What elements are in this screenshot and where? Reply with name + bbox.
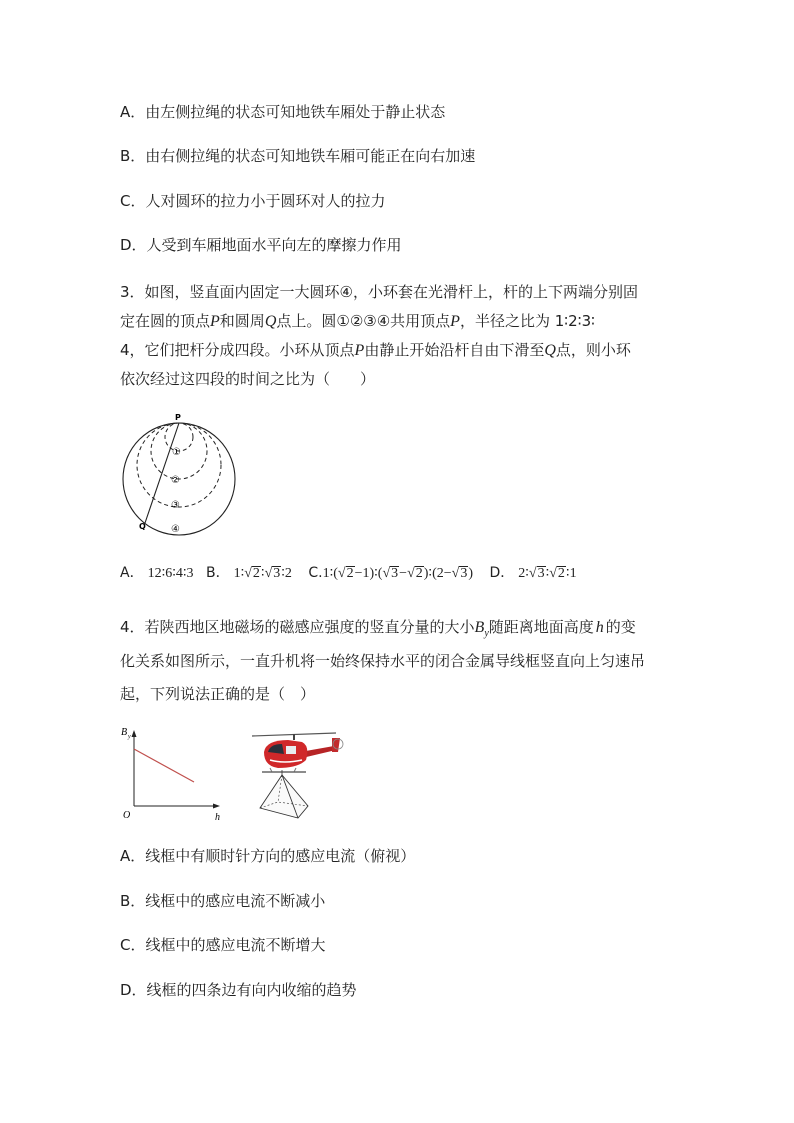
- helicopter-illustration: [248, 726, 348, 822]
- q3-option-c: C.1∶(√2−1)∶(√3−√2)∶(2−√3): [308, 565, 473, 581]
- q4-stem-line-2: 化关系如图所示，一直升机将一始终保持水平的闭合金属导线框竖直向上匀速吊: [120, 652, 646, 670]
- label-circle-3: ③: [171, 500, 180, 511]
- q3-stem-line-1: 3．如图，竖直面内固定一大圆环④，小环套在光滑杆上，杆的上下两端分别固: [120, 283, 638, 301]
- q3-option-d: D． 2∶√3∶√2∶1: [489, 565, 577, 581]
- q2-option-b: B．由右侧拉绳的状态可知地铁车厢可能正在向右加速: [120, 147, 476, 165]
- q3-options: [120, 562, 577, 585]
- label-circle-2: ②: [171, 475, 180, 486]
- q3-option-b: B． 1∶√2∶√3∶2: [205, 565, 292, 581]
- origin-label: O: [123, 810, 131, 821]
- helicopter-body: [264, 740, 307, 768]
- label-circle-4: ④: [171, 524, 180, 535]
- q4-stem-line-1: 4．若陕西地区地磁场的磁感应强度的竖直分量的大小$B_y$随距离地面高度 h 的变: [120, 618, 636, 639]
- by-h-line: [134, 749, 194, 782]
- x-axis-arrow: [213, 804, 220, 809]
- y-axis-subscript: y: [128, 734, 131, 740]
- point-q: Q: [264, 313, 277, 330]
- q3-circles-figure: [120, 410, 240, 538]
- q4-by-vs-h-graph: [118, 722, 228, 822]
- q2-option-d: D．人受到车厢地面水平向左的摩擦力作用: [120, 236, 402, 254]
- q3-stem-line-4: 依次经过这四段的时间之比为（ ）: [120, 370, 376, 388]
- q4-option-d: D．线框的四条边有向内收缩的趋势: [120, 981, 357, 999]
- q2-option-a: A．由左侧拉绳的状态可知地铁车厢处于静止状态: [120, 103, 446, 121]
- label-p: P: [175, 413, 181, 422]
- q4-option-b: B．线框中的感应电流不断减小: [120, 892, 326, 910]
- q2-option-c: C．人对圆环的拉力小于圆环对人的拉力: [120, 192, 386, 210]
- label-q: Q: [139, 522, 146, 531]
- q3-option-a: A． 12∶6∶4∶3: [120, 565, 194, 581]
- q4-option-a: A．线框中有顺时针方向的感应电流（俯视）: [120, 847, 416, 865]
- x-axis-label: h: [215, 812, 220, 822]
- y-axis-arrow: [132, 730, 137, 737]
- q3-stem-line-3: 4，它们把杆分成四段。小环从顶点P由静止开始沿杆自由下滑至Q点，则小环: [120, 341, 631, 359]
- label-circle-1: ①: [172, 447, 181, 458]
- y-axis-label: B: [121, 727, 128, 738]
- q4-stem-line-3: 起，下列说法正确的是（ ）: [120, 685, 316, 703]
- circle-3: [137, 423, 221, 507]
- q3-stem-line-2: 定在圆的顶点P和圆周Q点上。圆①②③④共用顶点P，半径之比为 1∶2∶3∶: [120, 312, 596, 330]
- q4-option-c: C．线框中的感应电流不断增大: [120, 936, 326, 954]
- point-p: P: [210, 313, 220, 330]
